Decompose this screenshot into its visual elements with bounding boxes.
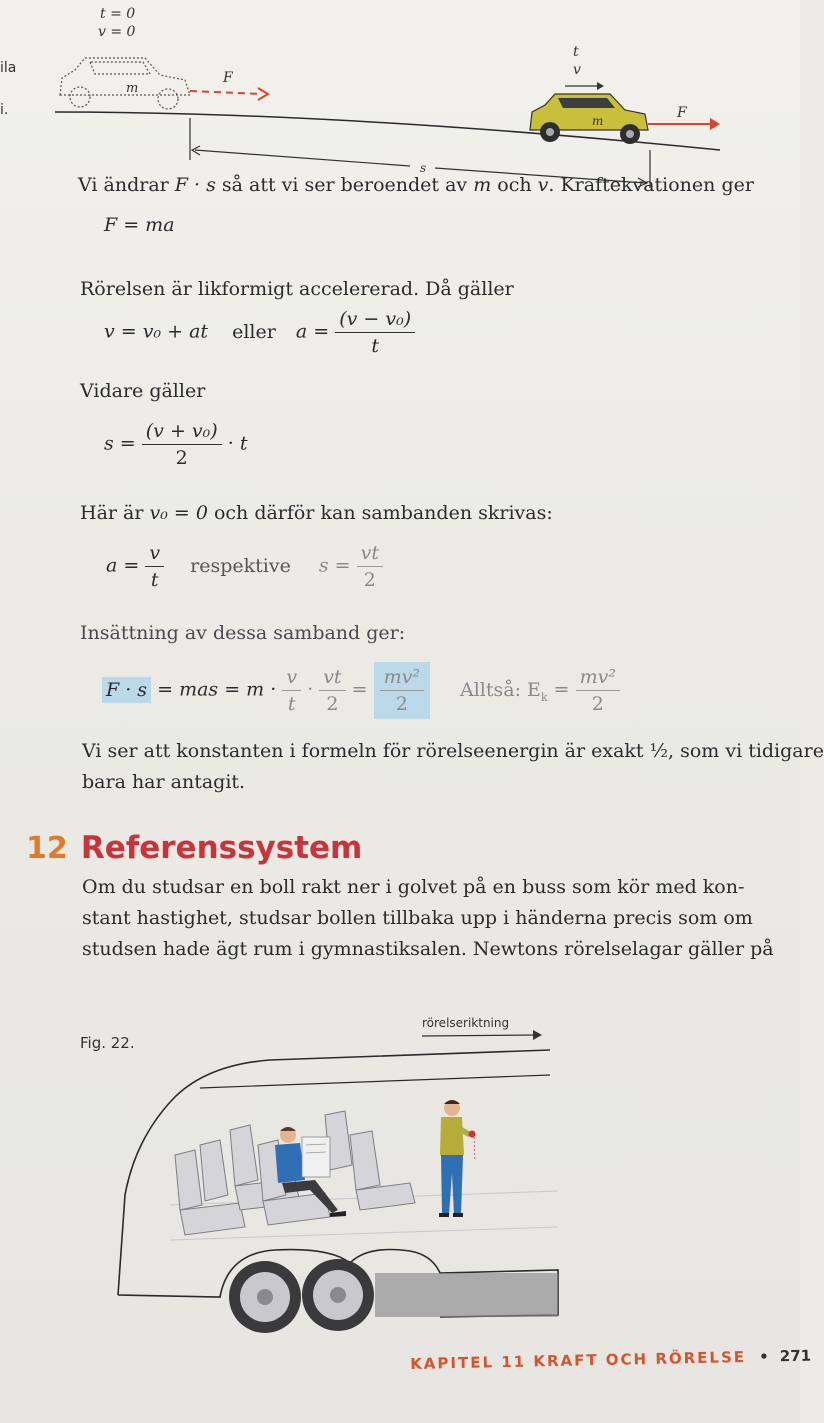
eq5-word [460, 678, 548, 704]
p4-expr: v₀ = 0 [149, 502, 208, 524]
eq2-lhs: a = [295, 320, 330, 343]
equation-force: F = ma [104, 214, 175, 236]
eq2-word: eller [232, 320, 276, 343]
eq4b-fraction [357, 542, 383, 591]
margin-fragment-1: ila [0, 60, 17, 76]
p4-prefix: Här är [80, 502, 150, 524]
eq3-lhs: s = [104, 432, 136, 455]
p1-suffix: . Kraftekvationen ger [548, 174, 754, 196]
eq5-f1-den: t [287, 693, 296, 715]
p6-line-1: Vi ser att konstanten i formeln för rörelseenergin är exakt ½, som vi tidigare [82, 740, 824, 762]
footer-bullet: • [758, 1347, 769, 1366]
p6-line-2: bara har antagit. [82, 771, 246, 793]
paragraph-6 [82, 736, 824, 798]
eq3-tail: · t [227, 432, 248, 455]
p1-mid: så att vi ser beroendet av [215, 174, 474, 196]
end-time-label: t [573, 44, 579, 60]
end-car [530, 94, 648, 144]
eq2-left: v = v₀ + at [104, 320, 209, 343]
start-velocity-label: v = 0 [98, 24, 136, 40]
eq2-den: t [371, 335, 379, 357]
footer-page-number: 271 [779, 1346, 812, 1366]
equation-simplified [106, 542, 383, 591]
velocity-arrow [565, 82, 604, 90]
eq5-f1-num: v [282, 666, 301, 691]
p1-m: m [473, 174, 492, 196]
eq5-word-text: Alltså: E [460, 678, 541, 701]
eq5-f4-num: mv² [576, 666, 620, 691]
standing-passenger [439, 1100, 476, 1217]
eq5-highlight: F · s [102, 677, 151, 703]
eq2-num: (v − v₀) [335, 308, 415, 333]
bus-figure [110, 1005, 570, 1350]
bus-wheels [229, 1259, 374, 1333]
eq5-f4-den: 2 [591, 693, 604, 715]
eq5-dot: · [307, 678, 314, 701]
eq4-fraction [145, 542, 164, 591]
eq4b-num: vt [357, 542, 383, 567]
eq5-f3-den: 2 [395, 693, 408, 715]
eq4-word: respektive [190, 554, 291, 577]
eq5-eq2: = [553, 678, 570, 701]
direction-arrow [422, 1030, 542, 1040]
p1-prefix: Vi ändrar [78, 174, 175, 196]
eq5-f3 [374, 662, 430, 719]
paragraph-5 [80, 618, 405, 649]
paragraph-1 [78, 170, 754, 201]
start-time-label: t = 0 [100, 6, 136, 22]
p4-suffix: och därför kan sambanden skrivas: [207, 502, 553, 524]
eq4-lhs: a = [106, 554, 140, 577]
eq3-num: (v + v₀) [142, 420, 222, 445]
equation-kinetic-energy [102, 662, 620, 719]
eq4-den: t [150, 569, 159, 591]
figure-label: Fig. 22. [80, 1034, 135, 1052]
end-car-mass: m [592, 114, 604, 128]
end-force-label: F [677, 105, 687, 121]
bus-roof-inner [200, 1075, 550, 1088]
footer-chapter: KAPITEL 11 KRAFT OCH RÖRELSE [410, 1347, 747, 1373]
p1-expr: F · s [174, 174, 216, 196]
eq5-f1 [282, 666, 301, 715]
start-car-ghost [60, 58, 190, 109]
p1-v: v [537, 174, 549, 196]
eq3-fraction [142, 420, 222, 469]
eq2-fraction [335, 308, 415, 357]
paragraph-3: Vidare gäller [80, 380, 206, 402]
eq5-f2-den: 2 [326, 693, 339, 715]
start-force-label: F [223, 70, 233, 86]
section-title: Referenssystem [80, 830, 363, 866]
start-car-mass: m [126, 81, 139, 96]
paragraph-4 [80, 498, 553, 529]
car-acceleration-figure [40, 0, 740, 195]
section-heading [26, 830, 362, 866]
equation-velocity [104, 308, 415, 357]
eq5-f2 [319, 666, 345, 715]
p7-line-2: stant hastighet, studsar bollen tillbaka upp i händerna precis som om [82, 907, 753, 929]
eq4b-den: 2 [363, 569, 376, 591]
p7-line-1: Om du studsar en boll rakt ner i golvet på en buss som kör med kon- [82, 876, 745, 898]
bus-skirt [375, 1273, 558, 1317]
eq5-f4 [576, 666, 620, 715]
eq3-den: 2 [175, 447, 188, 469]
p5-text: Insättning av dessa samband ger: [80, 622, 406, 644]
eq5-f3-num: mv² [380, 666, 424, 691]
p1-och: och [491, 174, 538, 196]
margin-fragment-2: i. [0, 102, 9, 118]
eq5-f2-num: vt [319, 666, 345, 691]
eq4b-lhs: s = [318, 554, 351, 577]
p7-line-3: studsen hade ägt rum i gymnastiksalen. Newtons rörelselagar gäller på [82, 938, 774, 960]
equation-distance [104, 420, 247, 469]
direction-label: rörelseriktning [422, 1016, 510, 1030]
eq4-num: v [145, 542, 164, 567]
section-number: 12 [26, 831, 68, 866]
paragraph-2: Rörelsen är likformigt accelererad. Då gäller [80, 278, 514, 300]
eq5-a: = mas = m · [157, 678, 277, 701]
start-force-arrow [190, 88, 268, 100]
eq5-eq: = [351, 678, 368, 701]
end-velocity-label: v [573, 62, 581, 78]
paragraph-7 [82, 872, 774, 965]
distance-label: s [420, 161, 427, 175]
eq5-subscript: k [540, 690, 548, 704]
